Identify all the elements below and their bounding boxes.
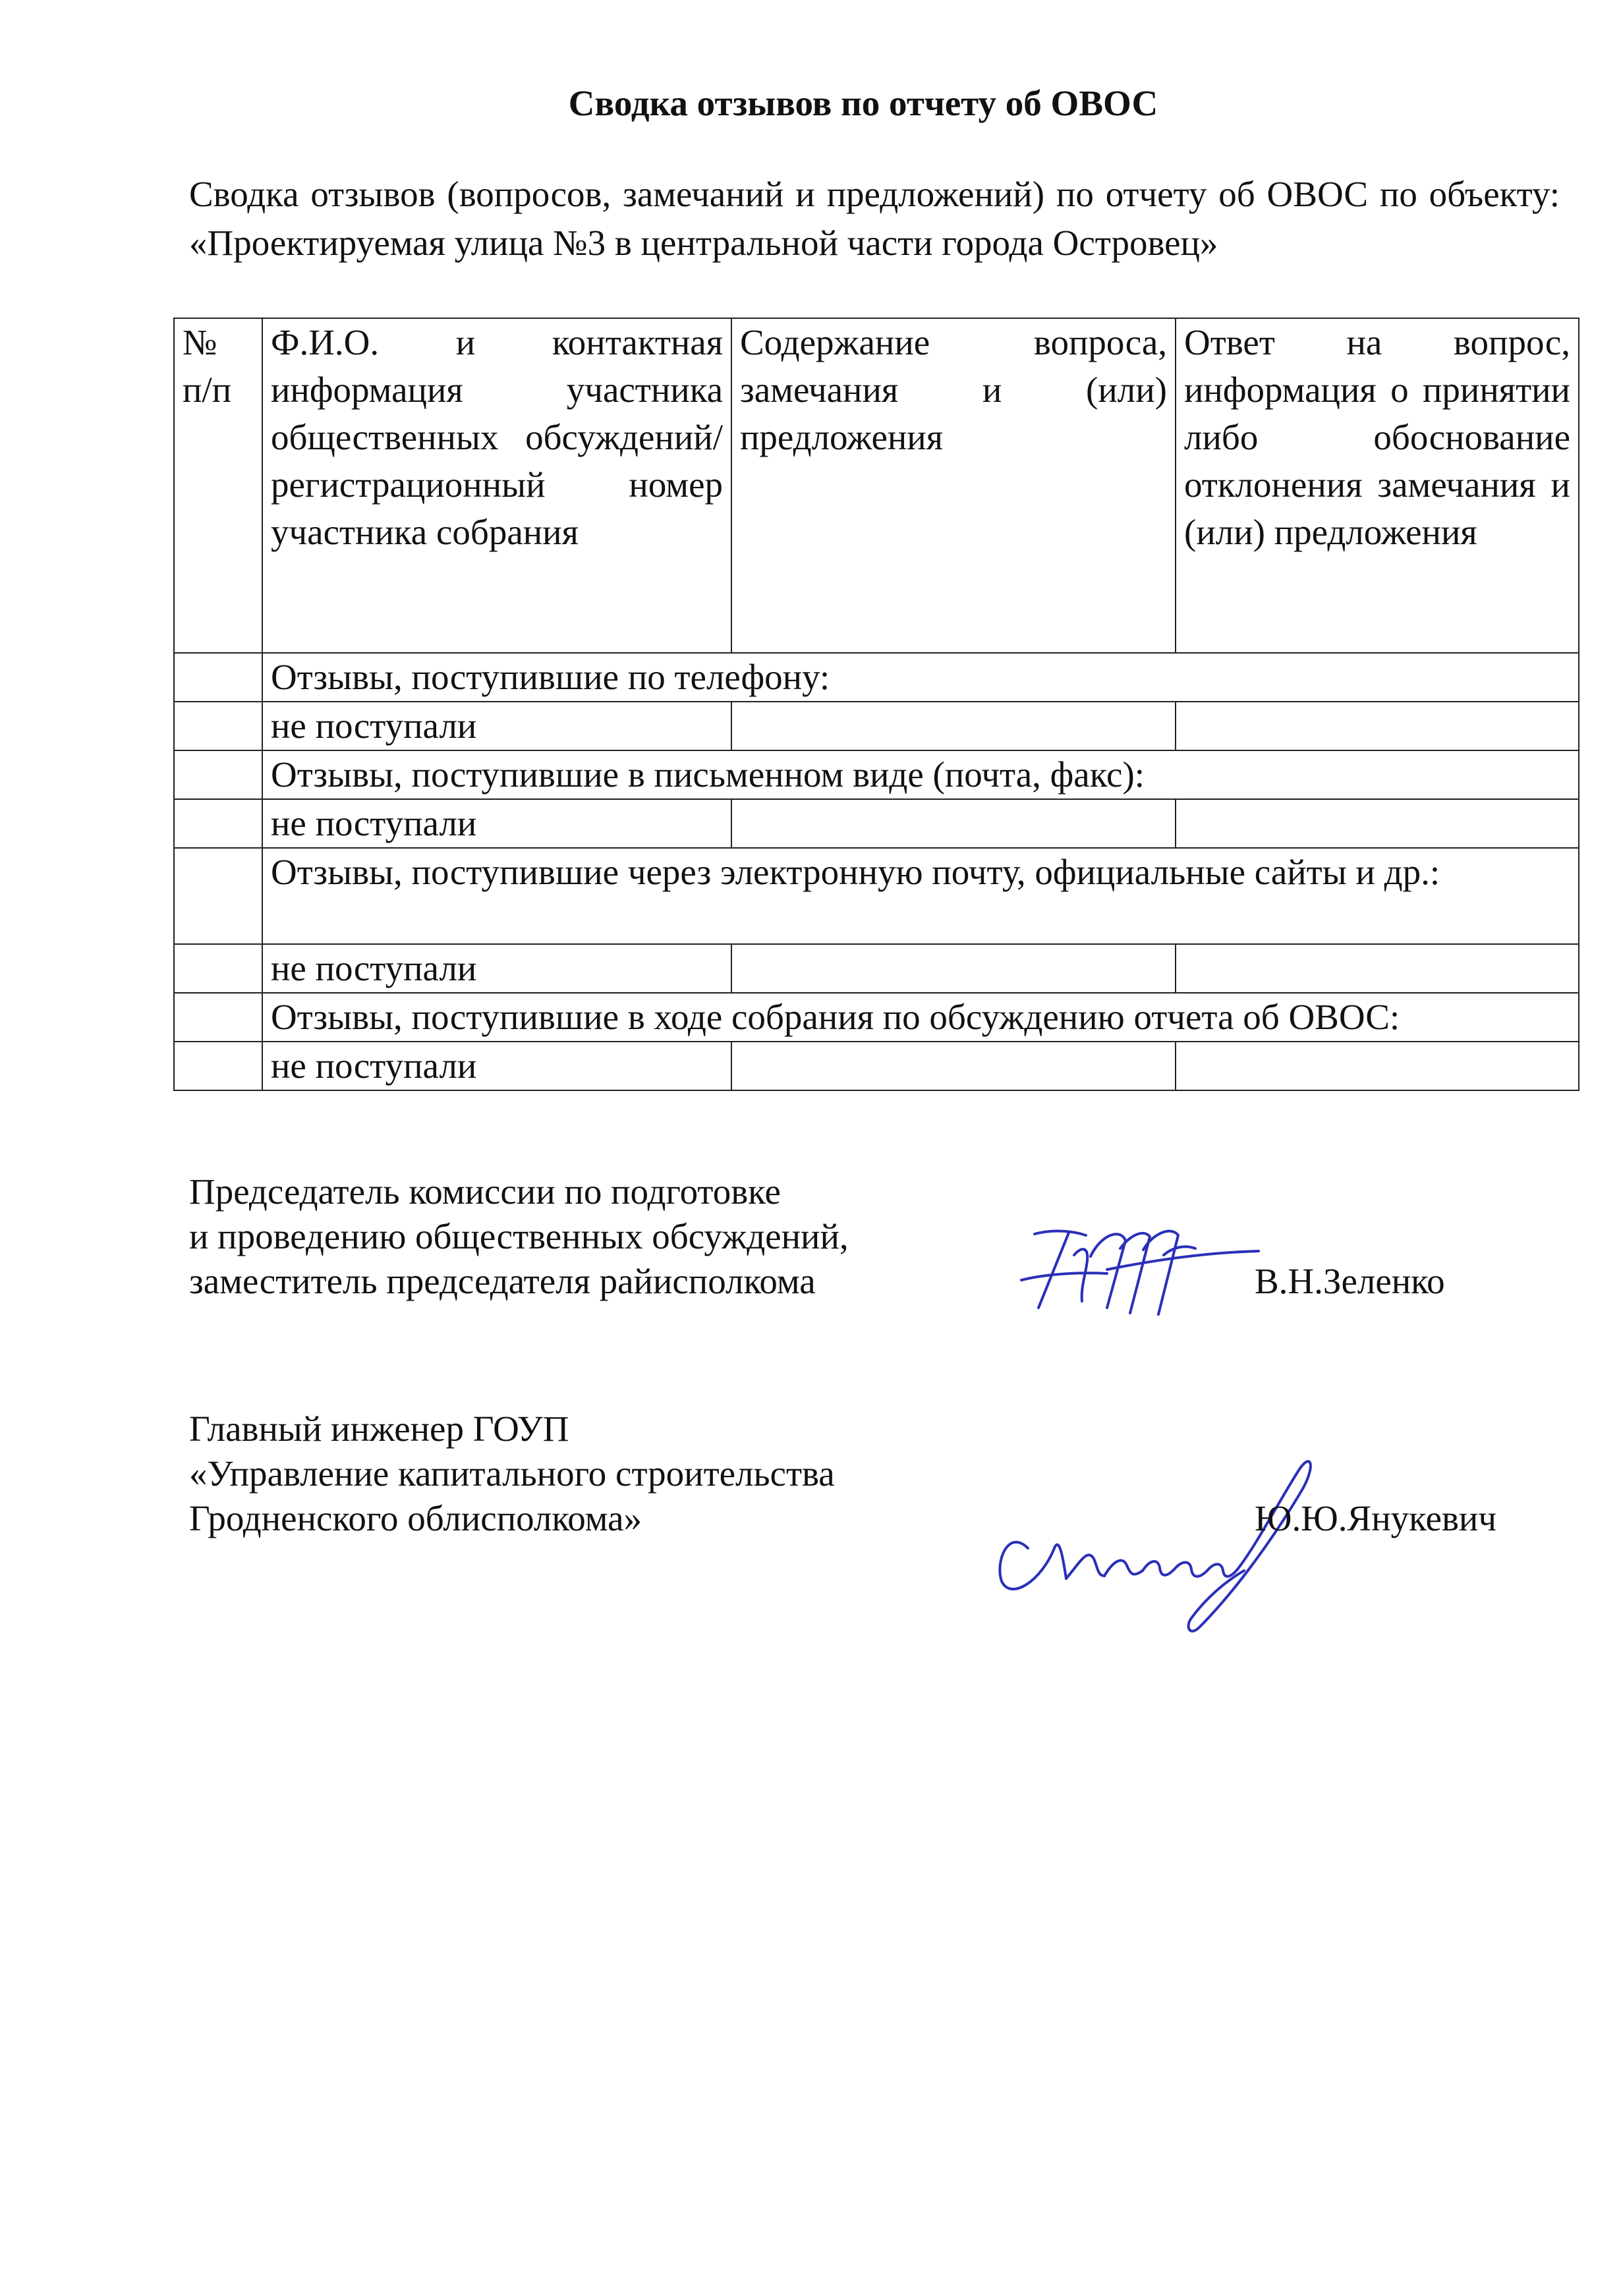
table-row: [174, 702, 1579, 750]
entry-number-cell: [174, 702, 262, 750]
entry-content: [731, 1042, 1176, 1090]
signatory-name: В.Н.Зеленко: [1255, 1261, 1445, 1301]
position-line: Председатель комиссии по подготовке: [189, 1171, 781, 1212]
table-row: [174, 799, 1579, 848]
header-number: № п/п: [174, 318, 262, 653]
entry-content: [731, 702, 1176, 750]
section-row-phone: [174, 653, 1579, 702]
section-number-cell: [174, 993, 262, 1042]
entry-answer: [1176, 799, 1579, 848]
section-title: Отзывы, поступившие в ходе собрания по обсуждению отчета об ОВОС:: [262, 993, 1579, 1042]
section-title: Отзывы, поступившие по телефону:: [262, 653, 1579, 702]
signatory-position-engineer: [189, 1407, 835, 1541]
section-title: Отзывы, поступившие в письменном виде (почта, факс):: [262, 750, 1579, 799]
entry-content: [731, 799, 1176, 848]
section-row-meeting: [174, 993, 1579, 1042]
header-participant: Ф.И.О. и контактная информация участника общественных обсуждений/регистрационный номер участника собрания: [262, 318, 731, 653]
entry-participant: не поступали: [262, 702, 731, 750]
signatory-position-chairman: [189, 1169, 849, 1304]
entry-participant: не поступали: [262, 944, 731, 993]
entry-participant: не поступали: [262, 1042, 731, 1090]
header-content: Содержание вопроса, замечания и (или) предложения: [731, 318, 1176, 653]
entry-content: [731, 944, 1176, 993]
document-subject: Сводка отзывов (вопросов, замечаний и предложений) по отчету об ОВОС по объекту: «Проектируемая улица №3 в центральной части города Островец»: [189, 174, 1560, 263]
entry-number-cell: [174, 944, 262, 993]
entry-answer: [1176, 1042, 1579, 1090]
entry-number-cell: [174, 1042, 262, 1090]
document-title: Сводка отзывов по отчету об ОВОС: [568, 83, 1158, 123]
section-number-cell: [174, 653, 262, 702]
entry-answer: [1176, 944, 1579, 993]
table-header-row: [174, 318, 1579, 653]
reviews-table: [173, 318, 1579, 1091]
position-line: Главный инженер ГОУП: [189, 1409, 569, 1449]
section-title: Отзывы, поступившие через электронную почту, официальные сайты и др.:: [262, 848, 1579, 944]
header-answer: Ответ на вопрос, информация о принятии либо обоснование отклонения замечания и (или) предложения: [1176, 318, 1579, 653]
table-row: [174, 944, 1579, 993]
entry-answer: [1176, 702, 1579, 750]
entry-participant: не поступали: [262, 799, 731, 848]
signatory-name: Ю.Ю.Янукевич: [1255, 1498, 1497, 1538]
position-line: Гродненского облисполкома»: [189, 1498, 642, 1538]
entry-number-cell: [174, 799, 262, 848]
section-number-cell: [174, 848, 262, 944]
position-line: «Управление капитального строительства: [189, 1453, 835, 1494]
position-line: заместитель председателя райисполкома: [189, 1261, 816, 1301]
section-row-mail: [174, 750, 1579, 799]
section-row-email: [174, 848, 1579, 944]
section-number-cell: [174, 750, 262, 799]
signature-chairman: [1008, 1209, 1265, 1334]
table-row: [174, 1042, 1579, 1090]
position-line: и проведению общественных обсуждений,: [189, 1216, 849, 1256]
